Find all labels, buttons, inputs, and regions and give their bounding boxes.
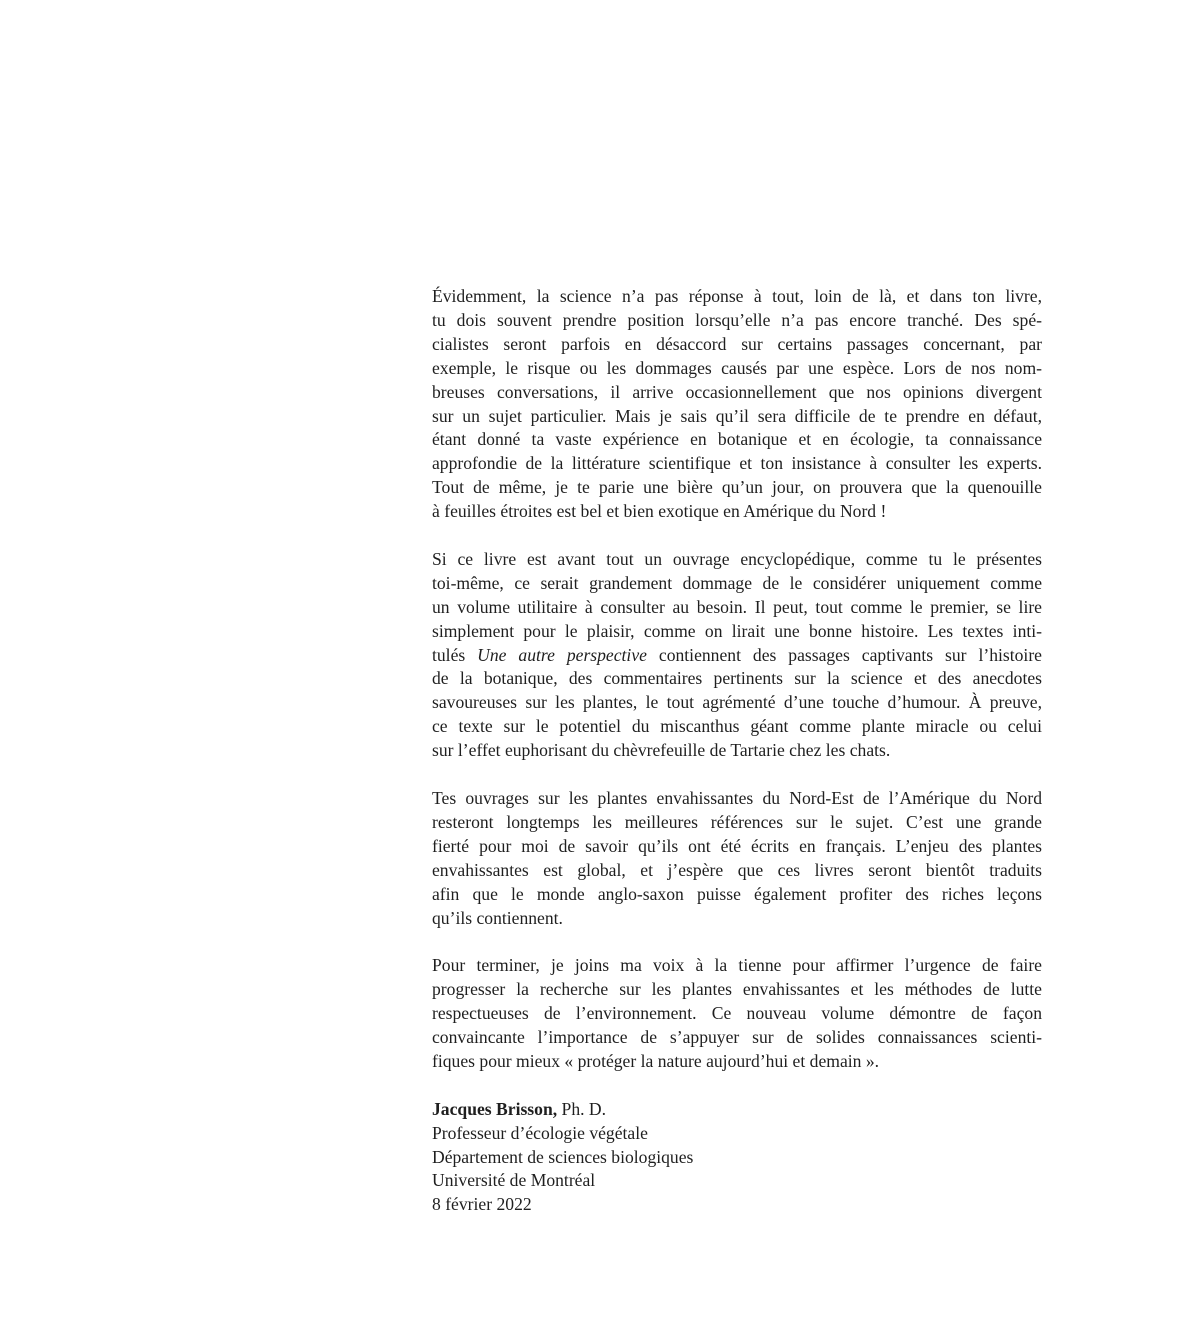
text-line: Tout de même, je te parie une bière qu’un jour, on prouvera que la quenouille <box>432 477 1042 498</box>
signature-block <box>432 1098 1042 1218</box>
author-university: Université de Montréal <box>432 1170 596 1191</box>
text-line: fierté pour moi de savoir qu’ils ont été écrits en français. L’enjeu des plantes <box>432 835 1042 856</box>
author-department: Département de sciences biologiques <box>432 1146 694 1167</box>
text-line: simplement pour le plaisir, comme on lirait une bonne histoire. Les textes inti- <box>432 620 1042 641</box>
text-line: fiques pour mieux « protéger la nature aujourd’hui et demain ». <box>432 1050 880 1071</box>
text-line: ce texte sur le potentiel du miscanthus géant comme plante miracle ou celui <box>432 716 1042 737</box>
document-body <box>432 285 1042 1217</box>
author-name: Jacques Brisson, <box>432 1098 558 1119</box>
italic-title: Une autre perspective <box>477 644 647 665</box>
text-line: qu’ils contiennent. <box>432 907 563 928</box>
text-line: Tes ouvrages sur les plantes envahissantes du Nord-Est de l’Amérique du Nord <box>432 788 1042 808</box>
text-line: respectueuses de l’environnement. Ce nouveau volume démontre de façon <box>432 1003 1042 1024</box>
paragraph-3 <box>432 787 1042 930</box>
text-line: approfondie de la littérature scientifique et ton insistance à consulter les experts. <box>432 453 1042 474</box>
text-line: tu dois souvent prendre position lorsqu’elle n’a pas encore tranché. Des spé- <box>432 309 1042 330</box>
paragraph-1 <box>432 285 1042 524</box>
author-title: Professeur d’écologie végétale <box>432 1122 648 1143</box>
text-line: savoureuses sur les plantes, le tout agrémenté d’une touche d’humour. À preuve, <box>432 692 1042 713</box>
text-line: sur un sujet particulier. Mais je sais qu’il sera difficile de te prendre en défaut, <box>432 405 1042 426</box>
text-line <box>432 644 1042 668</box>
text-line: Évidemment, la science n’a pas réponse à tout, loin de là, et dans ton livre, <box>432 286 1042 306</box>
text-line: cialistes seront parfois en désaccord sur certains passages concernant, par <box>432 333 1042 354</box>
signature-name-line <box>432 1098 1042 1122</box>
text-line: progresser la recherche sur les plantes envahissantes et les méthodes de lutte <box>432 979 1042 1000</box>
author-degree: Ph. D. <box>557 1098 607 1119</box>
text-line: à feuilles étroites est bel et bien exotique en Amérique du Nord ! <box>432 501 887 522</box>
text-segment: tulés <box>432 644 478 665</box>
text-line: convaincante l’importance de s’appuyer sur de solides connaissances scienti- <box>432 1027 1042 1048</box>
text-line: un volume utilitaire à consulter au besoin. Il peut, tout comme le premier, se lire <box>432 596 1042 617</box>
signature-date: 8 février 2022 <box>432 1194 532 1215</box>
text-line: breuses conversations, il arrive occasionnellement que nos opinions divergent <box>432 381 1042 402</box>
text-line: de la botanique, des commentaires pertinents sur la science et des anecdotes <box>432 668 1042 689</box>
paragraph-4 <box>432 954 1042 1074</box>
text-line: étant donné ta vaste expérience en botanique et en écologie, ta connaissance <box>432 429 1042 450</box>
text-line: toi-même, ce serait grandement dommage de le considérer uniquement comme <box>432 572 1042 593</box>
text-line: afin que le monde anglo-saxon puisse également profiter des riches leçons <box>432 883 1042 904</box>
paragraph-2 <box>432 548 1042 763</box>
text-line: exemple, le risque ou les dommages causés par une espèce. Lors de nos nom- <box>432 357 1042 378</box>
text-line: Si ce livre est avant tout un ouvrage encyclopédique, comme tu le présentes <box>432 548 1042 569</box>
text-line: Pour terminer, je joins ma voix à la tienne pour affirmer l’urgence de faire <box>432 955 1042 976</box>
text-line: sur l’effet euphorisant du chèvrefeuille de Tartarie chez les chats. <box>432 740 891 761</box>
text-line: resteront longtemps les meilleures références sur le sujet. C’est une grande <box>432 811 1042 832</box>
text-segment: contiennent des passages captivants sur l’histoire <box>646 644 1042 665</box>
text-line: envahissantes est global, et j’espère que ces livres seront bientôt traduits <box>432 859 1042 880</box>
